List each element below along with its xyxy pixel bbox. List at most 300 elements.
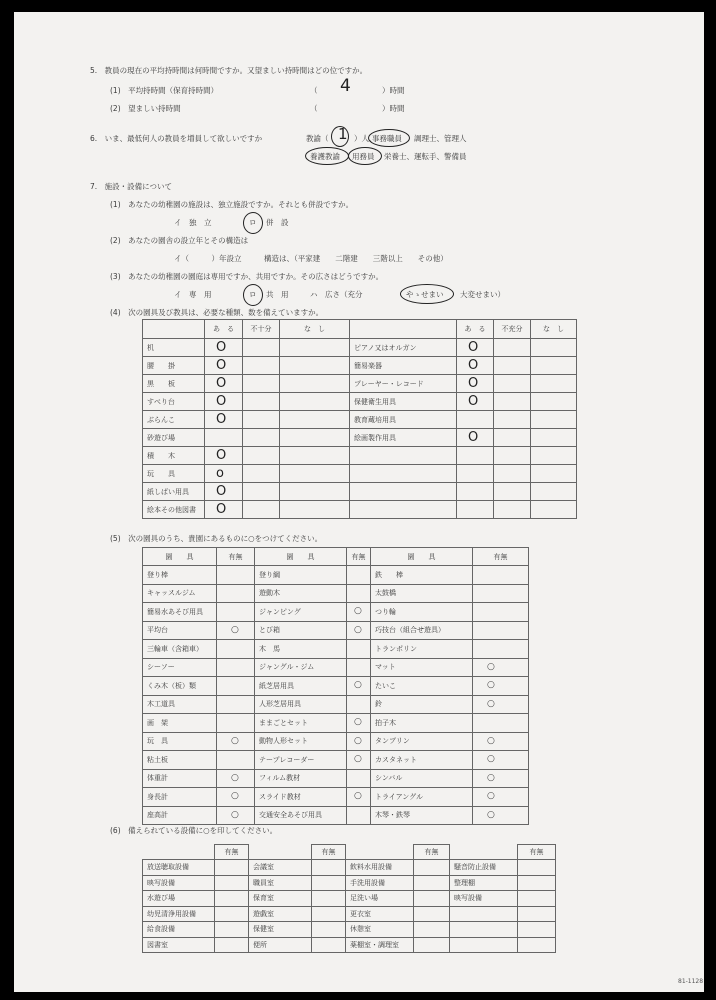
handwritten-circle (400, 284, 454, 304)
equipment-table (142, 319, 577, 519)
mark-cell (494, 483, 531, 501)
mark-cell (205, 411, 243, 429)
presence-cell (347, 714, 371, 733)
q7-s3-opt3-end: 大変せまい） (460, 290, 505, 299)
mark-cell (243, 447, 280, 465)
item-name-cell: 積 木 (143, 447, 205, 465)
presence-cell (473, 603, 529, 622)
handwritten-mark: O (468, 358, 479, 373)
presence-cell (347, 603, 371, 622)
table-row (143, 860, 556, 876)
item-name-cell: トライアングル (371, 788, 473, 807)
q6-count-value: 1 (338, 125, 348, 143)
item-name-cell: ぶらんこ (143, 411, 205, 429)
presence-cell (518, 891, 556, 907)
header-cell (143, 320, 205, 339)
presence-cell (217, 714, 255, 733)
handwritten-mark: O (216, 376, 227, 391)
presence-cell (347, 695, 371, 714)
table-row (143, 695, 529, 714)
q5-item1-value: 4 (340, 76, 351, 96)
q7-s1-label: (1) あなたの幼稚園の施設は、独立施設ですか。それとも併設ですか。 (110, 200, 354, 209)
table-row (143, 732, 529, 751)
header-cell: 不充分 (494, 320, 531, 339)
item-name-cell: トランポリン (371, 640, 473, 659)
q7-s6-label: (6) 備えられている設備に○を印してください。 (110, 826, 278, 835)
mark-cell (531, 429, 577, 447)
item-name-cell (350, 465, 457, 483)
table-row (143, 640, 529, 659)
presence-cell (347, 658, 371, 677)
facility-name-cell: 映写設備 (143, 875, 215, 891)
mark-cell (243, 429, 280, 447)
item-name-cell: 簡易水あそび用具 (143, 603, 217, 622)
item-name-cell: 木琴・鉄琴 (371, 806, 473, 825)
facility-name-cell: 整理棚 (450, 875, 518, 891)
presence-mark: ○ (487, 680, 495, 690)
item-name-cell: くみ木（板）類 (143, 677, 217, 696)
presence-mark: ○ (354, 735, 362, 746)
presence-cell (518, 875, 556, 891)
mark-cell (531, 393, 577, 411)
header-cell: あ る (205, 320, 243, 339)
item-name-cell: 交通安全あそび用具 (255, 806, 347, 825)
item-name-cell: 鈴 (371, 695, 473, 714)
facility-name-cell: 保育室 (249, 891, 312, 907)
item-name-cell: 平均台 (143, 621, 217, 640)
archive-stamp: 81-1128 (678, 978, 704, 985)
header-cell: 園 具 (255, 548, 347, 566)
mark-cell (457, 447, 494, 465)
presence-cell (217, 640, 255, 659)
presence-mark: ○ (487, 698, 495, 709)
q7-s3-opt1: イ 専 用 (174, 290, 212, 299)
presence-cell (217, 621, 255, 640)
table-row (143, 891, 556, 907)
handwritten-mark: O (468, 376, 479, 391)
table-row (143, 566, 529, 585)
table-row (143, 621, 529, 640)
presence-cell (215, 891, 249, 907)
table-row (143, 806, 529, 825)
mark-cell (457, 393, 494, 411)
q7-s3-opt3: ハ 広さ（充分 (310, 290, 363, 299)
header-cell: 有無 (518, 845, 556, 860)
facility-name-cell: 保健室 (249, 922, 312, 938)
presence-cell (518, 906, 556, 922)
mark-cell (531, 357, 577, 375)
table-row (143, 393, 577, 411)
q7-s3-opt3-circled: やゝせまい (406, 290, 444, 299)
table-row (143, 501, 577, 519)
table-row (143, 339, 577, 357)
item-name-cell: 身長計 (143, 788, 217, 807)
item-name-cell: 絵本その他図書 (143, 501, 205, 519)
table-row (143, 429, 577, 447)
facility-name-cell: 図書室 (143, 937, 215, 953)
q7-s3-opt2: 共 用 (266, 290, 289, 299)
item-name-cell: たいこ (371, 677, 473, 696)
q5-title: 5. 教員の現在の平均持時間は何時間ですか。又望ましい持時間はどの位ですか。 (90, 66, 368, 75)
mark-cell (457, 411, 494, 429)
presence-mark: ○ (354, 606, 362, 616)
item-name-cell: 玩 具 (143, 465, 205, 483)
table-row (143, 447, 577, 465)
mark-cell (205, 429, 243, 447)
presence-mark: ○ (487, 754, 495, 764)
facility-name-cell: 休憩室 (346, 922, 414, 938)
presence-cell (347, 732, 371, 751)
presence-cell (473, 714, 529, 733)
presence-mark: ○ (231, 791, 239, 801)
presence-cell (473, 769, 529, 788)
mark-cell (205, 447, 243, 465)
item-name-cell (350, 447, 457, 465)
item-name-cell: 紙芝居用具 (255, 677, 347, 696)
presence-cell (347, 751, 371, 770)
presence-cell (217, 732, 255, 751)
item-name-cell: 簡易楽器 (350, 357, 457, 375)
mark-cell (457, 501, 494, 519)
facility-name-cell: 放送聴取設備 (143, 860, 215, 876)
mark-cell (243, 411, 280, 429)
mark-cell (205, 501, 243, 519)
q6-staff-janitor: 用務員 (352, 152, 375, 161)
presence-cell (347, 566, 371, 585)
mark-cell (280, 429, 350, 447)
mark-cell (494, 429, 531, 447)
mark-cell (243, 501, 280, 519)
presence-cell (473, 695, 529, 714)
facility-name-cell: 職員室 (249, 875, 312, 891)
mark-cell (280, 375, 350, 393)
presence-cell (473, 566, 529, 585)
q7-s1-opt2-mark: ロ (249, 218, 257, 227)
item-name-cell: マット (371, 658, 473, 677)
presence-cell (312, 906, 346, 922)
handwritten-circle (243, 284, 263, 306)
item-name-cell: 登り棒 (143, 566, 217, 585)
item-name-cell: スライド教材 (255, 788, 347, 807)
q7-s4-label: (4) 次の園具及び教具は、必要な種類、数を備えていますか。 (110, 308, 324, 317)
presence-mark: ○ (231, 809, 239, 820)
handwritten-mark: O (468, 430, 479, 445)
item-name-cell: 拍子木 (371, 714, 473, 733)
mark-cell (494, 375, 531, 393)
mark-cell (494, 393, 531, 411)
table-row (143, 751, 529, 770)
handwritten-circle (348, 147, 382, 165)
facility-name-cell: 幼児清浄用設備 (143, 906, 215, 922)
mark-cell (494, 447, 531, 465)
item-name-cell: 人形芝居用具 (255, 695, 347, 714)
mark-cell (280, 483, 350, 501)
mark-cell (494, 357, 531, 375)
q7-s2-line: イ（ ）年設立 構造は、（平家建 二階建 三階以上 その他） (174, 254, 448, 263)
mark-cell (205, 375, 243, 393)
mark-cell (243, 357, 280, 375)
item-name-cell: キャッスルジム (143, 584, 217, 603)
mark-cell (205, 339, 243, 357)
presence-cell (217, 751, 255, 770)
presence-cell (215, 906, 249, 922)
item-name-cell: 画 架 (143, 714, 217, 733)
handwritten-mark: O (216, 502, 227, 517)
presence-cell (312, 891, 346, 907)
presence-mark: ○ (487, 809, 495, 820)
mark-cell (531, 411, 577, 429)
q5-item1-open: （ (310, 86, 318, 95)
item-name-cell (350, 501, 457, 519)
table-row (143, 584, 529, 603)
presence-cell (414, 922, 450, 938)
table-row (143, 937, 556, 953)
handwritten-mark: O (468, 340, 479, 355)
table-row (143, 375, 577, 393)
mark-cell (205, 483, 243, 501)
facility-name-cell: 水遊び場 (143, 891, 215, 907)
mark-cell (494, 411, 531, 429)
item-name-cell: 粘土板 (143, 751, 217, 770)
mark-cell (457, 429, 494, 447)
item-name-cell: カスタネット (371, 751, 473, 770)
presence-cell (347, 769, 371, 788)
table-row (143, 788, 529, 807)
q6-staff-other2: 栄養士、運転手、警備員 (384, 152, 467, 161)
q7-s3-label: (3) あなたの幼稚園の園庭は専用ですか、共用ですか。その広さはどうですか。 (110, 272, 384, 281)
item-name-cell: 巧技台（組合せ遊具） (371, 621, 473, 640)
presence-cell (215, 937, 249, 953)
presence-cell (473, 621, 529, 640)
item-name-cell: 保健衛生用具 (350, 393, 457, 411)
facility-name-cell (450, 906, 518, 922)
item-name-cell: 三輪車（含箱車） (143, 640, 217, 659)
mark-cell (243, 483, 280, 501)
mark-cell (243, 393, 280, 411)
presence-cell (473, 677, 529, 696)
presence-mark: ○ (487, 661, 495, 672)
facility-name-cell: 便所 (249, 937, 312, 953)
presence-cell (312, 922, 346, 938)
item-name-cell: プレーヤー・レコード (350, 375, 457, 393)
handwritten-mark: O (216, 394, 227, 409)
presence-cell (473, 584, 529, 603)
facility-name-cell: 遊戯室 (249, 906, 312, 922)
q6-count-suffix: ）人、 (354, 134, 377, 143)
q7-s5-label: (5) 次の園具のうち、貴園にあるものに○をつけてください。 (110, 534, 323, 543)
q7-title: 7. 施設・設備について (90, 182, 173, 191)
presence-mark: ○ (354, 717, 362, 727)
presence-mark: ○ (231, 735, 239, 746)
item-name-cell: 木 馬 (255, 640, 347, 659)
mark-cell (280, 447, 350, 465)
handwritten-circle (243, 212, 263, 234)
presence-cell (347, 677, 371, 696)
header-cell: な し (280, 320, 350, 339)
item-name-cell: ままごとセット (255, 714, 347, 733)
q6-staff-clerk: 事務職員 (372, 134, 402, 143)
table-row (143, 465, 577, 483)
facility-name-cell: 映写設備 (450, 891, 518, 907)
presence-cell (312, 875, 346, 891)
table-row (143, 677, 529, 696)
presence-cell (312, 860, 346, 876)
table-row (143, 922, 556, 938)
presence-cell (217, 566, 255, 585)
facility-name-cell (450, 922, 518, 938)
mark-cell (280, 411, 350, 429)
q5-item2-open: （ (310, 104, 318, 113)
table-row (143, 357, 577, 375)
handwritten-mark: O (216, 484, 227, 499)
mark-cell (531, 375, 577, 393)
item-name-cell: 体重計 (143, 769, 217, 788)
table-row (143, 658, 529, 677)
mark-cell (205, 465, 243, 483)
presence-mark: ○ (487, 772, 495, 783)
facility-name-cell (450, 937, 518, 953)
survey-page (14, 12, 704, 992)
presence-cell (347, 788, 371, 807)
facility-name-cell: 薬棚室・調理室 (346, 937, 414, 953)
item-name-cell (350, 483, 457, 501)
item-name-cell: テープレコーダー (255, 751, 347, 770)
q7-s1-opt2: 併 設 (266, 218, 289, 227)
q5-item1-label: (1) 平均持時間（保育持時間） (110, 86, 219, 95)
mark-cell (531, 339, 577, 357)
mark-cell (243, 339, 280, 357)
presence-cell (414, 937, 450, 953)
header-cell: 園 具 (143, 548, 217, 566)
item-name-cell: フィルム教材 (255, 769, 347, 788)
facility-name-cell: 飲料水用設備 (346, 860, 414, 876)
header-cell: 園 具 (371, 548, 473, 566)
table-row (143, 906, 556, 922)
presence-cell (217, 788, 255, 807)
table-row (143, 411, 577, 429)
handwritten-mark: O (216, 358, 227, 373)
item-name-cell: 玩 具 (143, 732, 217, 751)
facilities-table (142, 844, 556, 953)
item-name-cell: 登り綱 (255, 566, 347, 585)
presence-cell (473, 788, 529, 807)
q7-s1-opt1: イ 独 立 (174, 218, 212, 227)
item-name-cell: 座高計 (143, 806, 217, 825)
item-name-cell: 机 (143, 339, 205, 357)
header-cell: 不十分 (243, 320, 280, 339)
presence-cell (215, 860, 249, 876)
handwritten-mark: O (468, 394, 479, 409)
handwritten-mark: o (216, 466, 224, 481)
item-name-cell: 教育蔵培用具 (350, 411, 457, 429)
header-cell: あ る (457, 320, 494, 339)
item-name-cell: 絵画製作用具 (350, 429, 457, 447)
item-name-cell: 腰 掛 (143, 357, 205, 375)
mark-cell (531, 483, 577, 501)
presence-cell (518, 937, 556, 953)
mark-cell (457, 339, 494, 357)
presence-cell (215, 922, 249, 938)
handwritten-circle (368, 129, 410, 147)
presence-cell (217, 769, 255, 788)
handwritten-mark: O (216, 412, 227, 427)
presence-cell (217, 658, 255, 677)
facility-name-cell: 給食設備 (143, 922, 215, 938)
item-name-cell: 遊動木 (255, 584, 347, 603)
header-cell: 有無 (414, 845, 450, 860)
header-cell: 有無 (215, 845, 249, 860)
mark-cell (280, 393, 350, 411)
presence-cell (414, 906, 450, 922)
presence-cell (473, 640, 529, 659)
presence-cell (215, 875, 249, 891)
mark-cell (280, 339, 350, 357)
item-name-cell: 太鼓橋 (371, 584, 473, 603)
presence-cell (518, 860, 556, 876)
q6-staff-nurse: 養護教諭 (310, 152, 340, 161)
facility-name-cell: 会議室 (249, 860, 312, 876)
presence-cell (217, 677, 255, 696)
item-name-cell: 鉄 棒 (371, 566, 473, 585)
mark-cell (494, 339, 531, 357)
presence-mark: ○ (231, 624, 239, 635)
q5-item2-label: (2) 望ましい持時間 (110, 104, 181, 113)
q6-staff-other1: 調理士、管理人 (414, 134, 467, 143)
presence-cell (473, 751, 529, 770)
mark-cell (531, 447, 577, 465)
table-row (143, 875, 556, 891)
item-name-cell: タンブリン (371, 732, 473, 751)
item-name-cell: ピアノ又はオルガン (350, 339, 457, 357)
mark-cell (457, 483, 494, 501)
mark-cell (457, 375, 494, 393)
mark-cell (494, 501, 531, 519)
header-cell: 有無 (312, 845, 346, 860)
table-row (143, 603, 529, 622)
mark-cell (457, 357, 494, 375)
presence-mark: ○ (354, 791, 362, 801)
item-name-cell: すべり台 (143, 393, 205, 411)
q7-s2-label: (2) あなたの園舎の設立年とその構造は (110, 236, 249, 245)
presence-cell (217, 695, 255, 714)
presence-mark: ○ (231, 772, 239, 783)
q7-s3-opt2-mark: ロ (249, 290, 257, 299)
mark-cell (494, 465, 531, 483)
presence-cell (473, 658, 529, 677)
presence-cell (347, 640, 371, 659)
handwritten-mark: O (216, 448, 227, 463)
presence-mark: ○ (487, 791, 495, 801)
item-name-cell: とび箱 (255, 621, 347, 640)
header-cell (350, 320, 457, 339)
item-name-cell: シーソー (143, 658, 217, 677)
table-row (143, 483, 577, 501)
presence-cell (414, 860, 450, 876)
facility-name-cell: 更衣室 (346, 906, 414, 922)
mark-cell (280, 357, 350, 375)
presence-mark: ○ (354, 680, 362, 690)
item-name-cell: 紙しばい用具 (143, 483, 205, 501)
facility-name-cell: 手洗用設備 (346, 875, 414, 891)
presence-mark: ○ (354, 624, 362, 635)
presence-cell (518, 922, 556, 938)
presence-cell (473, 732, 529, 751)
q5-item1-close: ）時間 (382, 86, 405, 95)
presence-cell (347, 621, 371, 640)
presence-cell (414, 875, 450, 891)
table-row (143, 714, 529, 733)
header-cell: な し (531, 320, 577, 339)
